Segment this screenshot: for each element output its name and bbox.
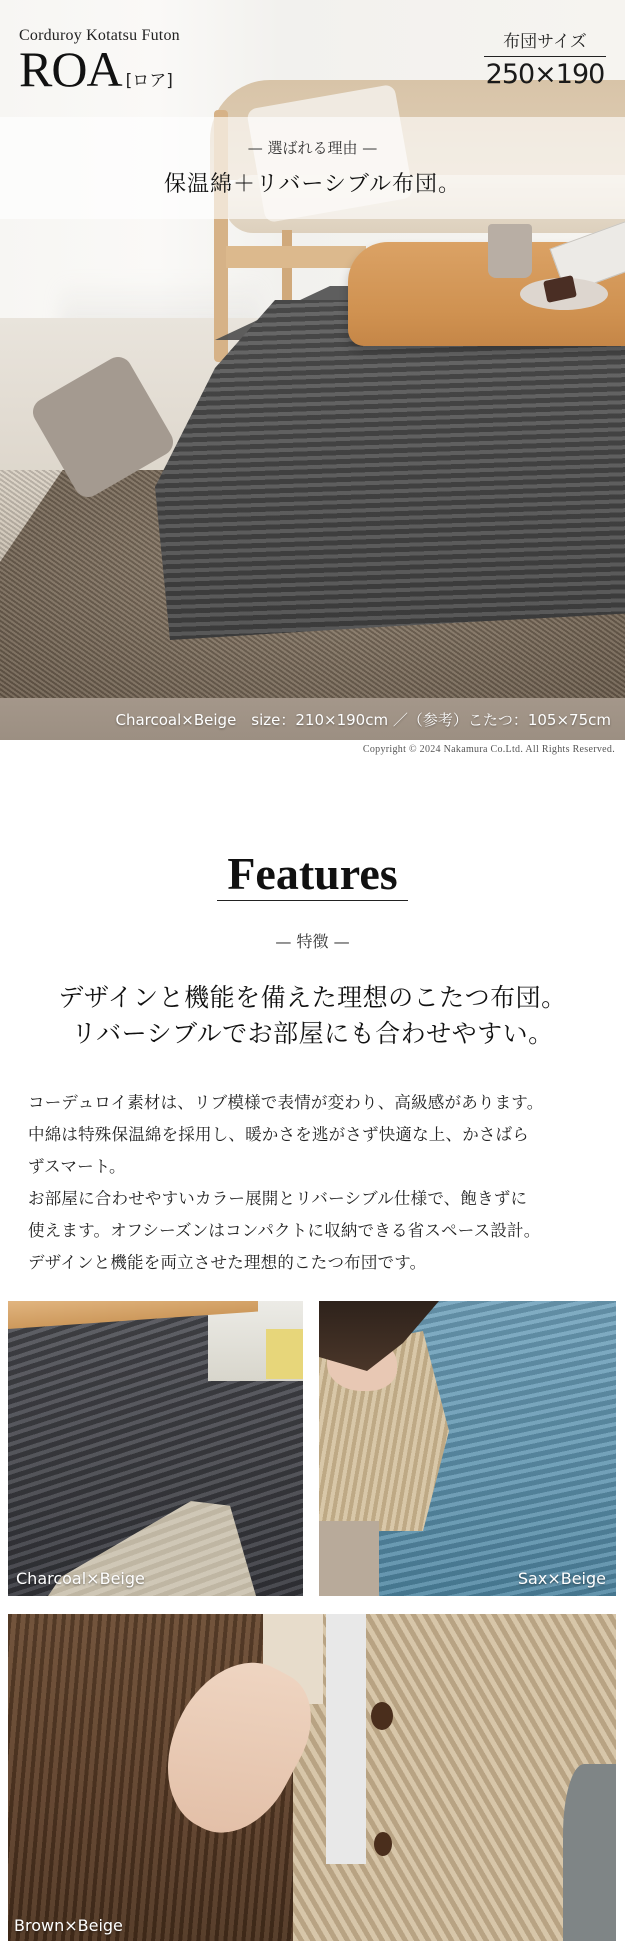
photo-label: Charcoal×Beige <box>16 1569 145 1588</box>
photo-yellow-cushion <box>266 1329 303 1379</box>
photo-charcoal-beige <box>8 1301 303 1596</box>
futon-size-value: 250×190 <box>485 59 605 90</box>
brand-row <box>19 41 180 97</box>
photo-sax-beige <box>319 1301 616 1596</box>
futon-size-label: 布団サイズ <box>484 27 606 57</box>
product-title-block <box>19 27 180 97</box>
features-body-line: デザインと機能を両立させた理想的こたつ布団です。 <box>28 1253 427 1272</box>
hero-mug <box>488 224 532 278</box>
features-subtitle: — 特徴 — <box>275 932 350 951</box>
photo-button <box>371 1702 393 1730</box>
reason-band <box>0 117 625 219</box>
futon-size-box <box>484 27 606 90</box>
photo-button <box>374 1832 392 1856</box>
brand-kana: [ロア] <box>125 71 173 91</box>
features-body-line: コーデュロイ素材は、リブ模様で表情が変わり、高級感があります。 <box>28 1093 544 1112</box>
photo-shirt <box>326 1614 366 1864</box>
features-body-line: お部屋に合わせやすいカラー展開とリバーシブル仕様で、飽きずに <box>28 1189 528 1208</box>
hero-caption: Charcoal×Beige size：210×190cm ／（参考）こたつ：105×75cm <box>115 711 611 729</box>
hero-section <box>0 0 625 740</box>
features-body-line: 使えます。オフシーズンはコンパクトに収納できる省スペース設計。 <box>28 1221 541 1240</box>
features-headline <box>0 980 625 1052</box>
photo-label: Sax×Beige <box>517 1569 606 1588</box>
features-body-line: 中綿は特殊保温綿を採用し、暖かさを逃がさず快適な上、かさばら <box>28 1125 529 1144</box>
reason-heading: 保温綿＋リバーシブル布団。 <box>163 172 462 197</box>
features-title: Features <box>227 848 398 899</box>
copyright-notice: Copyright © 2024 Nakamura Co.Ltd. All Rights Reserved. <box>362 744 615 755</box>
hero-sofa-rail <box>226 246 366 268</box>
photo-grey-fabric <box>563 1764 616 1941</box>
features-section <box>0 760 625 1279</box>
photo-floor <box>319 1521 379 1596</box>
photo-brown-beige <box>8 1614 616 1941</box>
features-body <box>28 1087 603 1279</box>
features-headline-line: デザインと機能を備えた理想のこたつ布団。 <box>58 983 567 1012</box>
features-body-line: ずスマート。 <box>28 1157 126 1176</box>
features-title-underline <box>217 848 407 901</box>
reason-subheading: — 選ばれる理由 — <box>247 139 378 157</box>
photo-label: Brown×Beige <box>14 1916 123 1935</box>
product-subtitle: Corduroy Kotatsu Futon <box>19 27 180 44</box>
color-variation-photos <box>0 1301 625 1941</box>
brand-name: ROA <box>19 41 122 97</box>
features-headline-line: リバーシブルでお部屋にも合わせやすい。 <box>71 1019 554 1048</box>
